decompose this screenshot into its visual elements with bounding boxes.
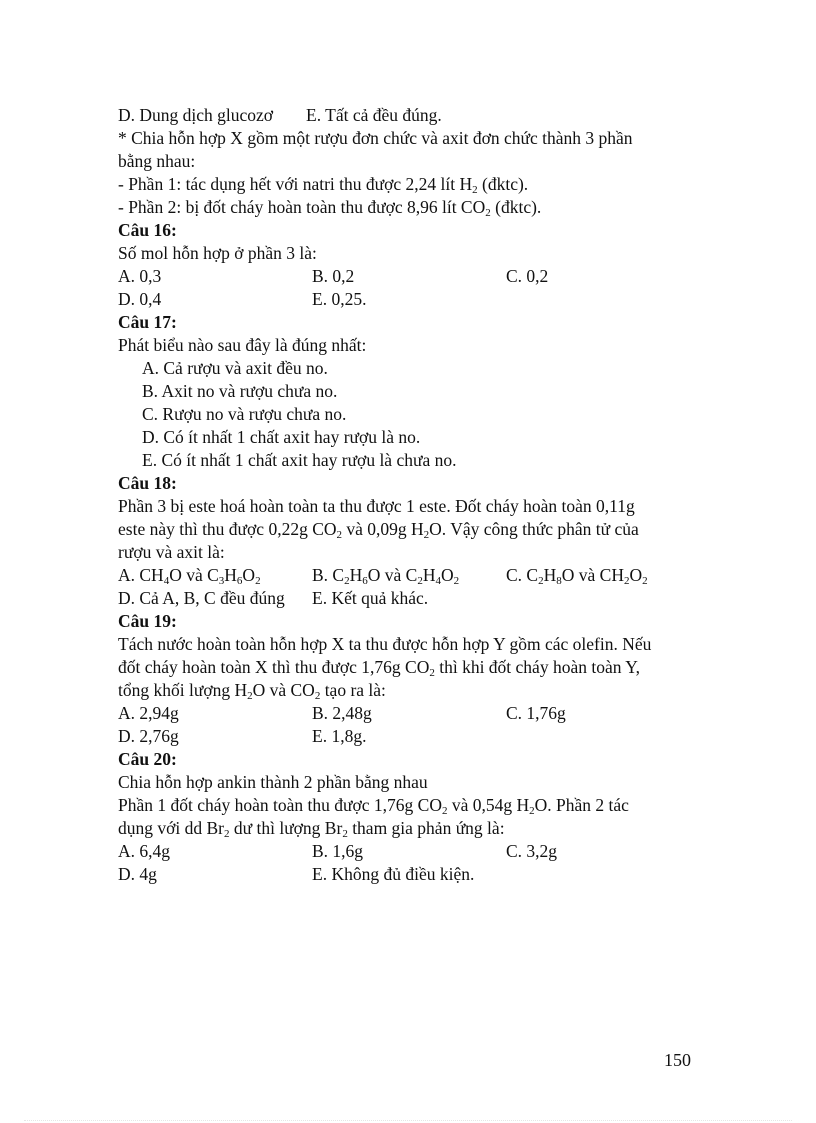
- subscript: 2: [472, 184, 478, 196]
- subscript: 2: [314, 690, 321, 702]
- question-18-line-1: Phần 3 bị este hoá hoàn toàn ta thu được 1 este. Đốt cháy hoàn toàn 0,11g: [118, 496, 635, 516]
- q19-option-a: A. 2,94g: [118, 703, 179, 723]
- question-20-options-row-1: [118, 840, 718, 863]
- q20-option-b: B. 1,6g: [312, 841, 364, 861]
- q20-option-d: D. 4g: [118, 864, 157, 884]
- text: tham gia phản ứng là:: [347, 818, 505, 838]
- question-20-options-row-2: [118, 863, 718, 886]
- page-number: 150: [664, 1050, 691, 1070]
- subscript: 4: [163, 575, 170, 587]
- text: O: [629, 565, 643, 585]
- option-e: E. Tất cả đều đúng.: [306, 105, 442, 125]
- question-17-stem: Phát biểu nào sau đây là đúng nhất:: [118, 335, 367, 355]
- page-content: [118, 104, 718, 886]
- question-19-options-row-1: [118, 702, 718, 725]
- subscript: 2: [417, 575, 423, 587]
- question-18-options-row-2: [118, 587, 718, 610]
- question-20-line-1: Chia hỗn hợp ankin thành 2 phần bằng nhau: [118, 772, 428, 792]
- question-16-stem: Số mol hỗn hợp ở phần 3 là:: [118, 243, 317, 263]
- question-16-options-row-2: [118, 288, 718, 311]
- question-18-title: Câu 18:: [118, 473, 177, 493]
- q18-option-a: [118, 564, 312, 587]
- question-18-line-3: rượu và axit là:: [118, 542, 225, 562]
- text: H: [224, 565, 237, 585]
- text: C. C: [506, 565, 539, 585]
- question-19-line-1: Tách nước hoàn toàn hỗn hợp X ta thu được hỗn hợp Y gồm các olefin. Nếu: [118, 634, 652, 654]
- subscript: 2: [529, 805, 535, 817]
- text: A. CH: [118, 565, 164, 585]
- q18-option-e: E. Kết quả khác.: [312, 588, 429, 608]
- q17-option-e: E. Có ít nhất 1 chất axit hay rượu là chưa no.: [142, 450, 457, 470]
- text: (đktc).: [477, 174, 529, 194]
- question-19-title: Câu 19:: [118, 611, 177, 631]
- text: O: [440, 565, 454, 585]
- q17-option-d: D. Có ít nhất 1 chất axit hay rượu là no.: [142, 427, 421, 447]
- text: dụng với dd Br: [118, 818, 224, 838]
- q19-option-e: E. 1,8g.: [312, 726, 367, 746]
- text: H: [422, 565, 436, 585]
- intro-part-1: [118, 173, 718, 196]
- intro-part-2: [118, 196, 718, 219]
- q16-option-e: E. 0,25.: [312, 289, 367, 309]
- q20-option-e: E. Không đủ điều kiện.: [312, 864, 475, 884]
- question-18-options-row-1: [118, 564, 718, 587]
- subscript: 3: [218, 575, 225, 587]
- text: tạo ra là:: [320, 680, 386, 700]
- intro-line-2: bằng nhau:: [118, 151, 196, 171]
- subscript: 2: [441, 805, 448, 817]
- question-16-title: Câu 16:: [118, 220, 177, 240]
- text: và 0,09g H: [342, 519, 424, 539]
- q19-option-d: D. 2,76g: [118, 726, 179, 746]
- subscript: 6: [362, 575, 368, 587]
- subscript: 2: [342, 828, 348, 840]
- subscript: 2: [538, 575, 544, 587]
- text: - Phần 2: bị đốt cháy hoàn toàn thu được 8,96 lít CO: [118, 197, 486, 217]
- subscript: 2: [247, 690, 253, 702]
- q17-option-c: C. Rượu no và rượu chưa no.: [142, 404, 347, 424]
- top-options-row: [118, 104, 718, 127]
- text: H: [543, 565, 557, 585]
- subscript: 2: [336, 529, 343, 541]
- q18-option-d: D. Cả A, B, C đều đúng: [118, 588, 285, 608]
- q17-option-a: A. Cả rượu và axit đều no.: [142, 358, 328, 378]
- subscript: 6: [236, 575, 243, 587]
- subscript: 2: [642, 575, 648, 587]
- q16-option-c: C. 0,2: [506, 266, 549, 286]
- subscript: 4: [435, 575, 441, 587]
- text: đốt cháy hoàn toàn X thì thu được 1,76g CO: [118, 657, 430, 677]
- q19-option-c: C. 1,76g: [506, 703, 566, 723]
- text: H: [349, 565, 363, 585]
- q20-option-c: C. 3,2g: [506, 841, 558, 861]
- text: dư thì lượng Br: [229, 818, 343, 838]
- text: và 0,54g H: [447, 795, 530, 815]
- subscript: 2: [429, 667, 435, 679]
- q20-option-a: A. 6,4g: [118, 841, 171, 861]
- q18-option-c: [506, 564, 648, 587]
- subscript: 8: [556, 575, 562, 587]
- q16-option-a: A. 0,3: [118, 266, 162, 286]
- q17-option-b: B. Axit no và rượu chưa no.: [142, 381, 338, 401]
- subscript: 2: [453, 575, 460, 587]
- question-20-line-2: [118, 794, 718, 817]
- question-16-options-row-1: [118, 265, 718, 288]
- subscript: 2: [423, 529, 430, 541]
- text: O và C: [169, 565, 219, 585]
- text: O và CH: [561, 565, 624, 585]
- text: O. Vậy công thức phân tử của: [429, 519, 639, 539]
- option-d: D. Dung dịch glucozơ: [118, 105, 274, 125]
- subscript: 2: [224, 828, 230, 840]
- text: B. C: [312, 565, 345, 585]
- subscript: 2: [344, 575, 350, 587]
- question-20-title: Câu 20:: [118, 749, 177, 769]
- question-19-options-row-2: [118, 725, 718, 748]
- q18-option-b: [312, 564, 506, 587]
- subscript: 2: [623, 575, 630, 587]
- question-20-line-3: [118, 817, 718, 840]
- text: O: [242, 565, 256, 585]
- question-19-line-3: [118, 679, 718, 702]
- question-17-title: Câu 17:: [118, 312, 177, 332]
- text: thì khi đốt cháy hoàn toàn Y,: [434, 657, 640, 677]
- text: O. Phần 2 tác: [534, 795, 629, 815]
- page-bottom-divider: [24, 1120, 792, 1121]
- intro-line-1: * Chia hỗn hợp X gồm một rượu đơn chức và axit đơn chức thành 3 phần: [118, 128, 633, 148]
- subscript: 2: [255, 575, 261, 587]
- q16-option-d: D. 0,4: [118, 289, 162, 309]
- q16-option-b: B. 0,2: [312, 266, 355, 286]
- q19-option-b: B. 2,48g: [312, 703, 372, 723]
- question-19-line-2: [118, 656, 718, 679]
- text: (đktc).: [490, 197, 542, 217]
- question-18-line-2: [118, 518, 718, 541]
- text: O và C: [367, 565, 418, 585]
- text: Phần 1 đốt cháy hoàn toàn thu được 1,76g CO: [118, 795, 442, 815]
- text: este này thì thu được 0,22g CO: [118, 519, 337, 539]
- subscript: 2: [485, 207, 491, 219]
- text: tổng khối lượng H: [118, 680, 248, 700]
- text: - Phần 1: tác dụng hết với natri thu được 2,24 lít H: [118, 174, 473, 194]
- text: O và CO: [252, 680, 315, 700]
